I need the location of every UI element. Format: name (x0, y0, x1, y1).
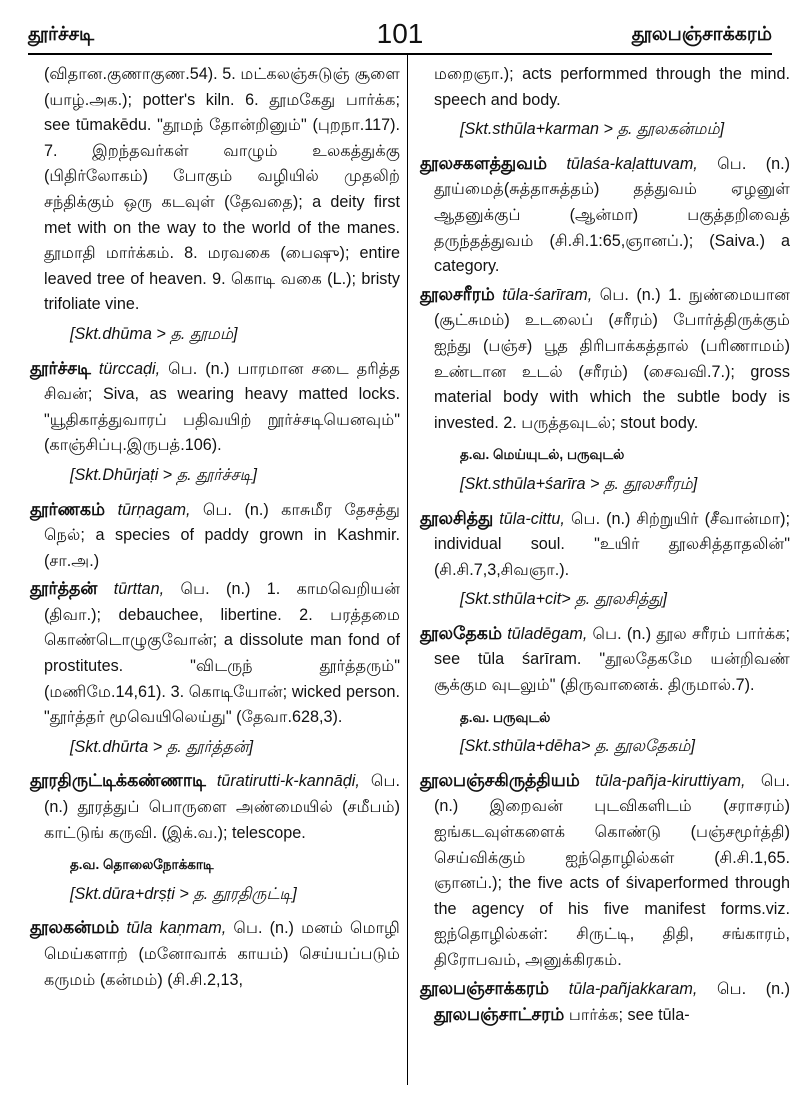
dictionary-entry (30, 497, 400, 575)
headword: தூலகன்மம் (30, 917, 120, 938)
dictionary-entry (420, 976, 790, 1029)
headword: தூலபஞ்சாக்கரம் (420, 977, 550, 998)
definition: பெ. (n.) மனம் மொழி மெய்களாற் (மனோவாக் காயம்) செய்யப்படும் கருமம் (கன்மம்) (சி.சி.2,13, (44, 919, 400, 989)
definition: பெ. (n.) 1. காமவெறியன் (திவா.); debauchee, libertine. 2. பரத்தமை கொண்டொழுகுவோன்; a dissolute man fond of prostitutes. "விடருந் தூர்த்தரும்" (மணிமே.14,61). 3. கொடியோன்; wicked person. "தூர்த்தர் மூவெயிலெய்து" (தேவா.628,3). (44, 580, 401, 727)
transliteration: tūla-śarīram, (502, 285, 593, 304)
etymology: [Skt.dūra+drṣṭi > த. தூரதிருட்டி] (70, 884, 297, 903)
etymology: [Skt.dhūrta > த. தூர்த்தன்] (70, 737, 254, 756)
dictionary-entry (420, 621, 790, 699)
transliteration: tūratirutti-k-kannāḍi, (216, 772, 360, 791)
etymology: [Skt.sthūla+dēha> த. தூலதேகம்] (460, 737, 695, 756)
transliteration: tūlaśa-kaḷattuvam, (566, 154, 698, 173)
continued-text: (விதான.குணாகுண.54). 5. மட்கலஞ்சுடுஞ் சூளை (யாழ்.அக.); potter's kiln. 6. தூமகேது பார்க்க; see tūmakēdu. "தூமந் தோன்றினும்" (புறநா.117). 7. இறந்தவர்கள் வாழும் உலகத்துக்கு (பிதிர்லோகம்) போகும் வழியில் முதலிற் சந்திக்கும் ஒரு கடவுள் (தேவதை); a deity first met with on the way to the world of the manes. தூமாதி மார்க்கம். 8. மரவகை (பைஷு); entire leaved tree of heaven. 9. கொடி வகை (L.); bristy trifoliate vine. (44, 65, 400, 314)
dictionary-entry (420, 768, 790, 974)
definition: பெ. (n.) தூரத்துப் பொருளை அண்மையில் (சமீபம்) காட்டுங் கருவி. (இக்.வ.); telescope. (44, 772, 401, 842)
tamil-equivalent: த.வ. தொலைநோக்காடி (70, 857, 214, 873)
definition: பார்க்க; see tūla- (568, 1006, 690, 1025)
headword: தூலசரீரம் (420, 283, 495, 304)
dictionary-entry (420, 506, 790, 584)
transliteration: tūla kaṇmam, (126, 919, 227, 938)
headword: தூலதேகம் (420, 622, 503, 643)
page-header (28, 18, 772, 52)
continued-text: மறைஞா.); acts performmed through the mind. speech and body. (434, 65, 790, 109)
definition: பெ. (n.) இறைவன் புடவிகளிடம் (சராசரம்) ஐங்கடவுள்களைக் கொண்டு (பஞ்சமூர்த்தி) செய்விக்கும் ஐந்தொழில்கள் (சி.சி.1,65. ஞானப்.); the five acts of śivaperformed through the agency of his five manifest forms.viz. ஐந்தொழில்கள்: சிருட்டி, திதி, சங்காரம், திரோபவம், அனுக்கிரகம். (434, 771, 791, 969)
etymology: [Skt.sthūla+karman > த. தூலகன்மம்] (460, 120, 725, 139)
dictionary-entry (420, 282, 790, 437)
transliteration: tūladēgam, (507, 624, 588, 643)
etymology: [Skt.dhūma > த. தூமம்] (70, 324, 238, 343)
cross-reference-headword: தூலபஞ்சாட்சரம் (434, 1004, 565, 1025)
transliteration: tūrṇagam, (117, 500, 191, 519)
dictionary-entry (30, 576, 400, 731)
definition: பெ. (n.) 1. நுண்மையான (சூட்சுமம்) உடலைப் (சரீரம்) போர்த்திருக்கும் ஐந்து (பஞ்ச) பூத திரிபாக்கத்தால் (பரிணாமம்) உண்டான உடல் (சரீரம்) (சைவவி.7.); gross material body with which the subtle body is invested. 2. பருத்தவுடல்; stout body. (434, 285, 790, 432)
etymology: [Skt.sthūla+śarīra > த. தூலசரீரம்] (460, 474, 698, 493)
tamil-equivalent: த.வ. மெய்யுடல், பருவுடல் (460, 447, 625, 463)
definition: பெ. (n.) தூல சரீரம் பார்க்க; see tūla śarīram. "தூலதேகமே யன்றிவண் சூக்கும வுடலும்" (திருவானைக். திருமால்.7). (434, 624, 790, 695)
transliteration: tūla-cittu, (499, 509, 565, 528)
transliteration: tūrttan, (113, 580, 165, 599)
headword: தூர்ச்சடி (30, 357, 91, 378)
transliteration: tūla-pañja-kiruttiyam, (595, 771, 746, 790)
page-number: 101 (376, 18, 424, 49)
dictionary-entry (30, 356, 400, 459)
headword: தூலசகளத்துவம் (420, 152, 548, 173)
header-rule (28, 53, 772, 55)
column-divider (407, 55, 408, 1085)
tamil-equivalent: த.வ. பருவுடல் (460, 709, 551, 725)
header-right-guideword: தூலபஞ்சாக்கரம் (631, 24, 772, 45)
definition: பெ. (n.) சிற்றுயிர் (சீவான்மா); individual soul. "உயிர் தூலசித்தாதலின்" (சி.சி.7,3,சிவஞா.). (434, 509, 791, 579)
right-column (420, 62, 790, 1031)
transliteration: türccaḍi, (98, 359, 161, 378)
headword: தூர்த்தன் (30, 578, 98, 599)
definition: பெ. (n.) தூய்மைத்(சுத்தாசுத்தம்) தத்துவம் ஏழனுள் ஆதனுக்குப் (ஆன்மா) பகுத்தறிவைத் தருந்தத்துவம் (சி.சி.1:65,ஞானப்.); (Saiva.) a category. (434, 154, 790, 276)
dictionary-entry (30, 768, 400, 846)
dictionary-entry (420, 151, 790, 280)
header-left-guideword: தூர்ச்சடி (28, 24, 95, 45)
definition: பெ. (n.) காசுமீர தேசத்து நெல்; a species of paddy grown in Kashmir.(சா.அ.) (44, 500, 401, 570)
etymology: [Skt.sthūla+cit> த. தூலசித்து] (460, 590, 667, 609)
definition: பெ. (n.) (717, 979, 791, 998)
definition: பெ. (n.) பாரமான சடை தரித்த சிவன்; Siva, as wearing heavy matted locks. "யூதிகாத்துவாரப் பதிவயிற் றூர்ச்சடியெனவும்" (காஞ்சிப்பு.இருபத்.106). (44, 359, 400, 455)
headword: தூலபஞ்சகிருத்தியம் (420, 769, 580, 790)
headword: தூரதிருட்டிக்கண்ணாடி (30, 770, 206, 791)
headword: தூர்ணகம் (30, 498, 106, 519)
etymology: [Skt.Dhūrjaṭi > த. தூர்ச்சடி] (70, 465, 257, 484)
left-column (30, 62, 400, 995)
dictionary-entry (30, 915, 400, 993)
headword: தூலசித்து (420, 507, 494, 528)
transliteration: tūla-pañjakkaram, (568, 979, 698, 998)
